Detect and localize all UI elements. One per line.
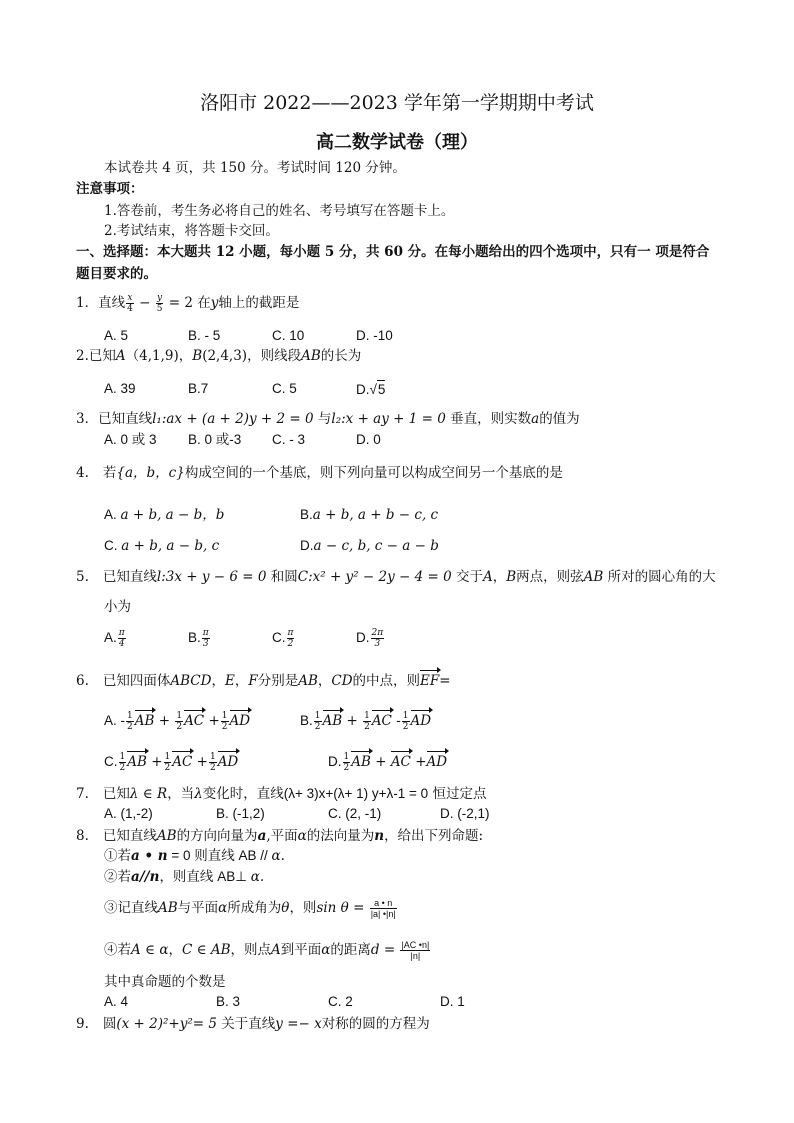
- notice-heading: 注意事项：: [76, 181, 144, 197]
- q7-option-c: C. (2, -1): [328, 806, 382, 821]
- q3-option-c: C. - 3: [272, 432, 306, 447]
- q6-option-a: A. - $\frac{1}{2}$ AB + $\frac{1}{2}$ AC + $\frac{1}{2}$ AD: [104, 711, 251, 732]
- exam-title: 洛阳市 2022——2023 学年第一学期期中考试: [200, 92, 594, 114]
- q7-option-d: D. (-2,1): [440, 806, 490, 821]
- q8-option-d: D. 1: [440, 994, 465, 1009]
- q5-option-d: D. $\frac{2\pi}{3}$: [356, 628, 384, 649]
- question-6: 6. 已知四面体ABCD，E，F分别是AB，CD的中点，则EF=: [76, 673, 451, 689]
- q5-option-c: C. $\frac{\pi}{2}$: [272, 628, 294, 649]
- q2-sqrt: 5: [377, 382, 386, 397]
- vec-ef: EF: [420, 673, 440, 689]
- q4-option-a: A. a + b, a − b，b: [104, 507, 225, 523]
- question-3: 3．已知直线l₁:ax + (a + 2)y + 2 = 0 与l₂:x + ay + 1 = 0 垂直，则实数a的值为: [76, 411, 580, 427]
- q8-option-a: A. 4: [104, 994, 129, 1009]
- q1-frac-x: $\frac{x}{4}$: [127, 293, 133, 314]
- q2-option-a: A. 39: [104, 381, 136, 396]
- q7-option-a: A. (1,-2): [104, 806, 153, 821]
- q8-statement-1: ①若a • n = 0 则直线 AB // α.: [104, 848, 285, 864]
- q4-option-b: B.a + b, a + b − c, c: [300, 507, 439, 523]
- q3-option-a: A. 0 或 3: [104, 432, 157, 447]
- q1-frac-y: $\frac{y}{5}$: [156, 293, 163, 314]
- q1-pre: 直线: [98, 295, 126, 311]
- q5-option-b: B. $\frac{\pi}{3}$: [188, 628, 209, 649]
- q1-number: 1．: [76, 295, 99, 311]
- q8-option-c: C. 2: [328, 994, 353, 1009]
- q1-option-d: D. -10: [356, 328, 393, 343]
- question-8: 8. 已知直线AB的方向向量为a,平面α的法向量为n，给出下列命题:: [76, 828, 484, 844]
- q8-s3-fraction: $\frac{a • n}{|a| •|n|}$: [370, 898, 396, 919]
- q3-option-d: D. 0: [356, 432, 381, 447]
- q8-s4-fraction: $\frac{|AC •n|}{|n|}$: [401, 940, 430, 961]
- q8-tail: 其中真命题的个数是: [104, 974, 226, 990]
- exam-subtitle: 高二数学试卷（理）: [316, 132, 478, 153]
- question-2: 2.已知A（4,1,9)，B(2,4,3)，则线段AB的长为: [76, 348, 362, 364]
- q8-statement-4: ④若A ∈ α，C ∈ AB，则点A到平面α的距离d = $\frac{|AC •n|}{|n|}$: [104, 940, 430, 961]
- section1-heading-2: 题目要求的。: [76, 266, 157, 282]
- question-5: 5. 已知直线l:3x + y − 6 = 0 和圆C:x² + y² − 2y − 4 = 0 交于A，B两点，则弦AB 所对的圆心角的大: [76, 569, 716, 585]
- question-1: 1．直线 $\frac{x}{4}$ − $\frac{y}{5}$ = 2 在y轴上的截距是: [76, 293, 300, 314]
- question-7: 7. 已知λ ∈ R，当λ变化时，直线(λ+ 3)x+(λ+ 1) y+λ-1 = 0 恒过定点: [76, 786, 487, 802]
- q8-statement-2: ②若a//n，则直线 AB⊥ α.: [104, 869, 265, 885]
- q1-option-a: A. 5: [104, 328, 129, 343]
- q5-line-2: 小为: [104, 599, 131, 615]
- q4-option-c: C. a + b, a − b, c: [104, 538, 220, 554]
- notice-item-2: 2.考试结束，将答题卡交回。: [104, 223, 279, 239]
- q2-option-b: B.7: [188, 381, 209, 396]
- q8-option-b: B. 3: [216, 994, 241, 1009]
- q8-statement-3: ③记直线AB与平面α所成角为θ，则sin θ = $\frac{a • n}{|a| •|n|}$: [104, 898, 396, 919]
- q6-option-d: D. $\frac{1}{2}$ AB + AC +AD: [328, 752, 448, 773]
- intro-line: 本试卷共 4 页，共 150 分。考试时间 120 分钟。: [104, 160, 406, 176]
- q2-option-c: C. 5: [272, 381, 297, 396]
- q1-option-c: C. 10: [272, 328, 305, 343]
- q7-option-b: B. (-1,2): [216, 806, 265, 821]
- q3-option-b: B. 0 或-3: [188, 432, 242, 447]
- question-4: 4. 若{a，b，c}构成空间的一个基底，则下列向量可以构成空间另一个基底的是: [76, 465, 563, 481]
- q6-option-b: B. $\frac{1}{2}$ AB + $\frac{1}{2}$ AC - $\frac{1}{2}$ AD: [300, 711, 432, 732]
- q4-option-d: D.a − c, b, c − a − b: [300, 538, 439, 554]
- notice-item-1: 1.答卷前，考生务必将自己的姓名、考号填写在答题卡上。: [104, 203, 455, 219]
- q5-option-a: A. $\frac{\pi}{4}$: [104, 628, 125, 649]
- q1-option-b: B. - 5: [188, 328, 221, 343]
- q6-option-c: C. $\frac{1}{2}$ AB + $\frac{1}{2}$ AC + $\frac{1}{2}$ AD: [104, 752, 239, 773]
- question-9: 9. 圆(x + 2)²+y²= 5 关于直线y =− x对称的圆的方程为: [76, 1016, 430, 1032]
- section1-heading-1: 一、选择题：本大题共 12 小题，每小题 5 分，共 60 分。在每小题给出的四个选项中，只有一 项是符合: [76, 244, 710, 260]
- q2-option-d: D.√5: [356, 382, 386, 397]
